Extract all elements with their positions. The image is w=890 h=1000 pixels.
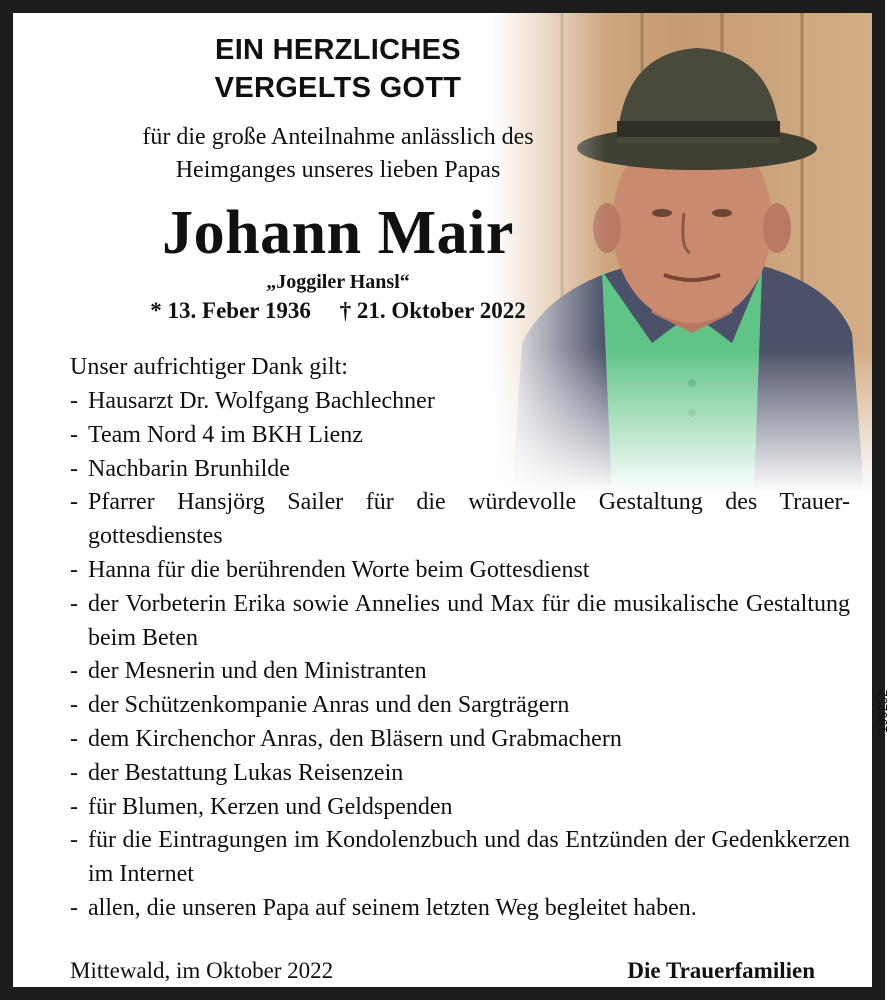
list-item bbox=[70, 453, 850, 487]
list-dash: - bbox=[70, 556, 78, 583]
list-item-text: allen, die unseren Papa auf seinem letzten Weg begleitet haben. bbox=[88, 894, 697, 921]
list-item-text: Nachbarin Brunhilde bbox=[88, 455, 290, 482]
list-item-text: der Bestattung Lukas Reisenzein bbox=[88, 759, 404, 786]
list-dash: - bbox=[70, 827, 78, 854]
thanks-intro: Unser aufrichtiger Dank gilt: bbox=[70, 354, 348, 380]
list-dash: - bbox=[70, 388, 78, 414]
list-item bbox=[70, 588, 850, 656]
list-item bbox=[70, 892, 850, 926]
life-dates: * 13. Feber 1936 † 21. Oktober 2022 bbox=[150, 298, 526, 323]
list-dash: - bbox=[70, 692, 78, 719]
list-item bbox=[70, 419, 850, 453]
list-item-text: Hanna für die berührenden Worte beim Gottesdienst bbox=[88, 556, 590, 583]
list-item bbox=[70, 554, 850, 588]
list-item bbox=[70, 757, 850, 791]
list-item bbox=[70, 791, 850, 825]
list-item-text: Pfarrer Hansjörg Sailer für die würdevolle Gestaltung des Trauer-gottesdienstes bbox=[88, 489, 850, 550]
deceased-nickname: „Joggiler Hansl“ bbox=[266, 271, 410, 293]
intro-line-2: Heimganges unseres lieben Papas bbox=[175, 157, 501, 183]
list-dash: - bbox=[70, 590, 78, 617]
place-date: Mittewald, im Oktober 2022 bbox=[70, 958, 334, 983]
list-item bbox=[70, 689, 850, 723]
list-item-text: der Vorbeterin Erika sowie Annelies und Max für die musikalische Gestaltung beim Beten bbox=[88, 590, 850, 651]
list-dash: - bbox=[70, 455, 78, 482]
list-item-text: der Schützenkompanie Anras und den Sargträgern bbox=[88, 692, 570, 719]
heading-line-2: VERGELTS GOTT bbox=[214, 72, 462, 104]
list-item bbox=[70, 824, 850, 892]
thanks-list bbox=[70, 385, 850, 926]
list-dash: - bbox=[70, 489, 78, 516]
list-dash: - bbox=[70, 421, 78, 448]
list-item-text: für Blumen, Kerzen und Geldspenden bbox=[88, 793, 453, 820]
list-item-text: der Mesnerin und den Ministranten bbox=[88, 658, 427, 685]
list-dash: - bbox=[70, 759, 78, 786]
list-item-text: für die Eintragungen im Kondolenzbuch und das Entzünden der Gedenkkerzen im Internet bbox=[88, 827, 850, 888]
heading bbox=[73, 31, 603, 107]
list-dash: - bbox=[70, 658, 78, 685]
list-item-text: Hausarzt Dr. Wolfgang Bachlechner bbox=[88, 388, 435, 414]
deceased-name: Johann Mair bbox=[162, 199, 514, 267]
list-dash: - bbox=[70, 725, 78, 752]
signature: Die Trauerfamilien bbox=[627, 958, 815, 983]
intro-text bbox=[73, 121, 603, 187]
list-dash: - bbox=[70, 894, 78, 921]
intro-line-1: für die große Anteilnahme anlässlich des bbox=[142, 124, 534, 150]
list-dash: - bbox=[70, 793, 78, 820]
list-item bbox=[70, 723, 850, 757]
list-item bbox=[70, 486, 850, 554]
list-item-text: Team Nord 4 im BKH Lienz bbox=[88, 421, 363, 448]
list-item bbox=[70, 385, 850, 419]
heading-line-1: EIN HERZLICHES bbox=[215, 34, 461, 66]
reference-number: 199252 bbox=[875, 689, 890, 733]
list-item-text: dem Kirchenchor Anras, den Bläsern und Grabmachern bbox=[88, 725, 622, 752]
list-item bbox=[70, 655, 850, 689]
